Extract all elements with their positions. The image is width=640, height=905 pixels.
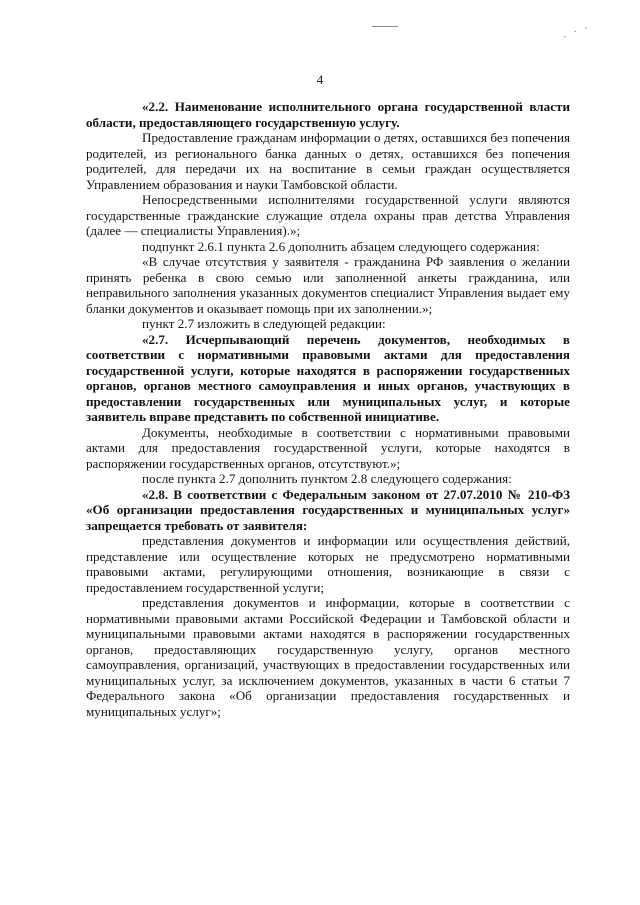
paragraph-2-8-heading: «2.8. В соответствии с Федеральным законом от 27.07.2010 № 210-ФЗ «Об организации предоставления государственных и муниципальных услуг» запрещается требовать от заявителя: — [86, 486, 570, 533]
paragraph-info-provision: Предоставление гражданам информации о детях, оставшихся без попечения родителей, из регионального банка данных о детях, оставшихся без попечения родителей, для передачи их на воспитание в семьи граждан осуществляется Управлением образования и науки Тамбовской области. — [86, 130, 570, 192]
paragraph-add-2-8: после пункта 2.7 дополнить пунктом 2.8 следующего содержания: — [142, 471, 512, 486]
paragraph-2-7-heading: «2.7. Исчерпывающий перечень документов, необходимых в соответствии с нормативными правовыми актами для предоставления государственной услуги, которые находятся в распоряжении государственных органов, органов местного самоуправления и иных органов, участвующих в предоставлении государственных или муниципальных услуг, и которые заявитель вправе представить по собственной инициативе. — [86, 331, 570, 424]
scan-corner-mark: ˎ · ˊ — [563, 26, 590, 38]
paragraph-documents-absent: Документы, необходимые в соответствии с нормативными правовыми актами для предоставления государственной услуги, которые находятся в распоряжении государственных органов, отсутствуют.»; — [86, 424, 570, 471]
paragraph-prohibition-2: представления документов и информации, которые в соответствии с нормативными правовыми актами Российской Федерации и Тамбовской области и муниципальными правовыми актами находятся в распоряжении государственных органов, предоставляющих государственную услугу, органов местного самоуправления, организаций, участвующих в предоставлении государственных или муниципальных услуг, за исключением документов, указанных в части 6 статьи 7 Федерального закона «Об организации предоставления государственных и муниципальных услуг»; — [86, 595, 570, 719]
scan-dash-mark — [372, 26, 398, 27]
paragraph-prohibition-1: представления документов и информации или осуществления действий, представление или осуществление которых не предусмотрено нормативными правовыми актами, регулирующими отношения, возникающие в связи с предоставлением государственной услуги; — [86, 533, 570, 595]
paragraph-amend-2-6-1: подпункт 2.6.1 пункта 2.6 дополнить абзацем следующего содержания: — [142, 238, 540, 254]
paragraph-executors: Непосредственными исполнителями государственной услуги являются государственные гражданские служащие отдела охраны прав детства Управления (далее — специалисты Управления).»; — [86, 192, 570, 238]
paragraph-amend-2-7: пункт 2.7 изложить в следующей редакции: — [142, 316, 386, 331]
document-body — [86, 99, 570, 719]
paragraph-2-2-heading: «2.2. Наименование исполнительного органа государственной власти области, предоставляющего государственную услугу. — [86, 99, 570, 130]
page-number: 4 — [316, 72, 324, 87]
paragraph-absent-application: «В случае отсутствия у заявителя - гражданина РФ заявления о желании принять ребенка в свою семью или заполненной анкеты гражданина, или неправильного заполнения указанных документов специалист Управления выдает ему бланки документов и оказывает помощь при их заполнении.»; — [86, 254, 570, 316]
